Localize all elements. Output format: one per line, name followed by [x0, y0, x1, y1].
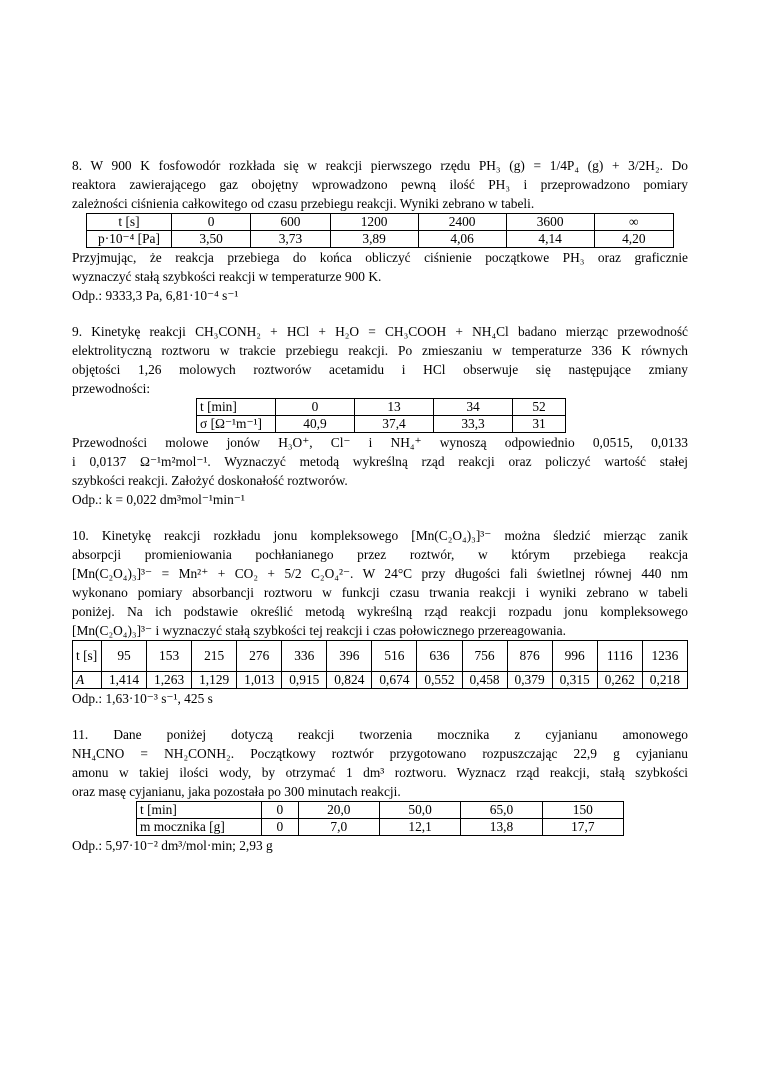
problem-8-after-2: wyznaczyć stałą szybkości reakcji w temperaturze 900 K.: [72, 269, 382, 284]
problem-8-line-3: zależności ciśnienia całkowitego od czasu przebiegu reakcji. Wyniki zebrano w tabeli.: [72, 196, 535, 211]
problem-10-line-1: 10. Kinetykę reakcji rozkładu jonu kompleksowego [Mn(C₂O₄)₃]³⁻ można śledzić mierząc zanik: [72, 528, 688, 543]
table-cell: 276: [237, 641, 282, 672]
problem-9-table: [196, 398, 566, 433]
problem-10-line-4: wykonano pomiary absorbancji roztworu w funkcji czasu trwania reakcji i wyniki zebrano w tabeli: [72, 585, 688, 600]
table-cell: 996: [552, 641, 597, 672]
table-cell: 516: [372, 641, 417, 672]
table-cell: 0,824: [327, 672, 372, 689]
problem-11-line-3: amonu w takiej ilości wody, by otrzymać 1 dm³ roztworu. Wyznacz rząd reakcji, stałą szybkości: [72, 765, 688, 780]
table-cell: 34: [434, 399, 513, 416]
table-cell: 50,0: [379, 802, 460, 819]
table-row: [87, 214, 674, 231]
table-cell: 65,0: [461, 802, 542, 819]
problem-10-line-5: poniżej. Na ich podstawie określić metodą wykreślną rząd reakcji rozpadu jonu kompleksowego: [72, 604, 688, 619]
table-cell: 336: [282, 641, 327, 672]
table-cell: 17,7: [542, 819, 623, 836]
problem-8-line-1: 8. W 900 K fosfowodór rozkłada się w reakcji pierwszego rzędu PH₃ (g) = 1/4P₄ (g) + 3/2H₂. Do: [72, 158, 688, 173]
table-cell: 37,4: [355, 416, 434, 433]
problem-8-table: [86, 213, 674, 248]
problem-9-after-3: szybkości reakcji. Założyć doskonałość roztworów.: [72, 473, 348, 488]
table-cell: 0,674: [372, 672, 417, 689]
table-cell: 756: [462, 641, 507, 672]
table-cell: 3,50: [172, 231, 251, 248]
table-header-cell: A: [73, 672, 102, 689]
table-row: [73, 641, 688, 672]
problem-11-table: [136, 801, 624, 836]
table-row: [87, 231, 674, 248]
table-row: [137, 802, 624, 819]
problem-10: [72, 526, 688, 708]
table-cell: 1,129: [192, 672, 237, 689]
table-cell: 0,262: [597, 672, 642, 689]
table-row: [197, 416, 566, 433]
problem-10-line-2: absorpcji promieniowania pochłanianego przez roztwór, w którym przebiega reakcja: [72, 547, 688, 562]
problem-11-line-2: NH₄CNO = NH₂CONH₂. Początkowy roztwór przygotowano rozpuszczając 22,9 g cyjanianu: [72, 746, 688, 761]
table-cell: 0: [172, 214, 251, 231]
table-header-cell: t [s]: [73, 641, 102, 672]
table-row: [197, 399, 566, 416]
table-cell: 52: [513, 399, 566, 416]
table-cell: 13,8: [461, 819, 542, 836]
table-header-cell: t [s]: [87, 214, 172, 231]
table-cell: 0,552: [417, 672, 462, 689]
table-cell: 13: [355, 399, 434, 416]
problem-9-line-1: 9. Kinetykę reakcji CH₃CONH₂ + HCl + H₂O = CH₃COOH + NH₄Cl badano mierząc przewodność: [72, 324, 688, 339]
problem-9-after-2: i 0,0137 Ω⁻¹m²mol⁻¹. Wyznaczyć metodą wykreślną rząd reakcji oraz policzyć wartość stałej: [72, 454, 688, 469]
problem-9-answer: Odp.: k = 0,022 dm³mol⁻¹min⁻¹: [72, 492, 245, 507]
table-cell: 0: [262, 802, 299, 819]
table-cell: 636: [417, 641, 462, 672]
table-cell: 12,1: [379, 819, 460, 836]
table-cell: 1,013: [237, 672, 282, 689]
problem-9: [72, 322, 688, 509]
table-cell: 1236: [642, 641, 687, 672]
table-cell: 0,915: [282, 672, 327, 689]
problem-10-table: [72, 640, 688, 689]
table-cell: 153: [147, 641, 192, 672]
table-cell: 600: [251, 214, 330, 231]
table-row: [137, 819, 624, 836]
table-header-cell: t [min]: [197, 399, 276, 416]
table-cell: 396: [327, 641, 372, 672]
table-cell: 31: [513, 416, 566, 433]
table-cell: 150: [542, 802, 623, 819]
problem-11-line-4: oraz masę cyjanianu, jaka pozostała po 300 minutach reakcji.: [72, 784, 401, 799]
problem-10-answer: Odp.: 1,63·10⁻³ s⁻¹, 425 s: [72, 691, 213, 706]
table-cell: 876: [507, 641, 552, 672]
table-cell: 0,379: [507, 672, 552, 689]
table-cell: 40,9: [276, 416, 355, 433]
table-header-cell: σ [Ω⁻¹m⁻¹]: [197, 416, 276, 433]
problem-11-answer: Odp.: 5,97·10⁻² dm³/mol·min; 2,93 g: [72, 838, 273, 853]
problem-9-after-1: Przewodności molowe jonów H₃O⁺, Cl⁻ i NH₄⁺ wynoszą odpowiednio 0,0515, 0,0133: [72, 435, 688, 450]
table-header-cell: m mocznika [g]: [137, 819, 262, 836]
table-cell: 0: [276, 399, 355, 416]
problem-9-line-2: elektrolityczną roztworu w trakcie przebiegu reakcji. Po zmieszaniu w temperaturze 336 K równych: [72, 343, 688, 358]
problem-9-line-4: przewodności:: [72, 381, 151, 396]
problem-8: [72, 156, 688, 305]
table-cell: 1116: [597, 641, 642, 672]
table-cell: ∞: [594, 214, 673, 231]
table-cell: 0,218: [642, 672, 687, 689]
problem-11: [72, 725, 688, 855]
table-cell: 7,0: [298, 819, 379, 836]
problem-8-answer: Odp.: 9333,3 Pa, 6,81·10⁻⁴ s⁻¹: [72, 288, 239, 303]
problem-8-line-2: reaktora zawierającego gaz obojętny wprowadzono pewną ilość PH₃ i przeprowadzono pomiary: [72, 177, 688, 192]
table-cell: 2400: [418, 214, 506, 231]
table-cell: 0,315: [552, 672, 597, 689]
problem-10-line-3: [Mn(C₂O₄)₃]³⁻ = Mn²⁺ + CO₂ + 5/2 C₂O₄²⁻. W 24°C przy długości fali świetlnej równej 440 nm: [72, 566, 688, 581]
table-header-cell: t [min]: [137, 802, 262, 819]
table-row: [73, 672, 688, 689]
table-cell: 4,06: [418, 231, 506, 248]
table-cell: 33,3: [434, 416, 513, 433]
table-cell: 215: [192, 641, 237, 672]
table-cell: 4,20: [594, 231, 673, 248]
table-cell: 1200: [330, 214, 418, 231]
table-cell: 1,263: [147, 672, 192, 689]
table-cell: 1,414: [102, 672, 147, 689]
table-cell: 3600: [506, 214, 594, 231]
problem-11-line-1: 11. Dane poniżej dotyczą reakcji tworzenia mocznika z cyjanianu amonowego: [72, 727, 688, 742]
document-page: [72, 156, 688, 872]
problem-9-line-3: objętości 1,26 molowych roztworów acetamidu i HCl obserwuje się następujące zmiany: [72, 362, 688, 377]
table-cell: 95: [102, 641, 147, 672]
problem-10-line-6: [Mn(C₂O₄)₃]³⁻ i wyznaczyć stałą szybkości tej reakcji i czas połowicznego przereagowania.: [72, 623, 566, 638]
table-cell: 3,89: [330, 231, 418, 248]
table-cell: 20,0: [298, 802, 379, 819]
table-cell: 0: [262, 819, 299, 836]
problem-8-after-1: Przyjmując, że reakcja przebiega do końca obliczyć ciśnienie początkowe PH₃ oraz graficznie: [72, 250, 688, 265]
table-cell: 4,14: [506, 231, 594, 248]
table-cell: 0,458: [462, 672, 507, 689]
table-header-cell: p·10⁻⁴ [Pa]: [87, 231, 172, 248]
table-cell: 3,73: [251, 231, 330, 248]
